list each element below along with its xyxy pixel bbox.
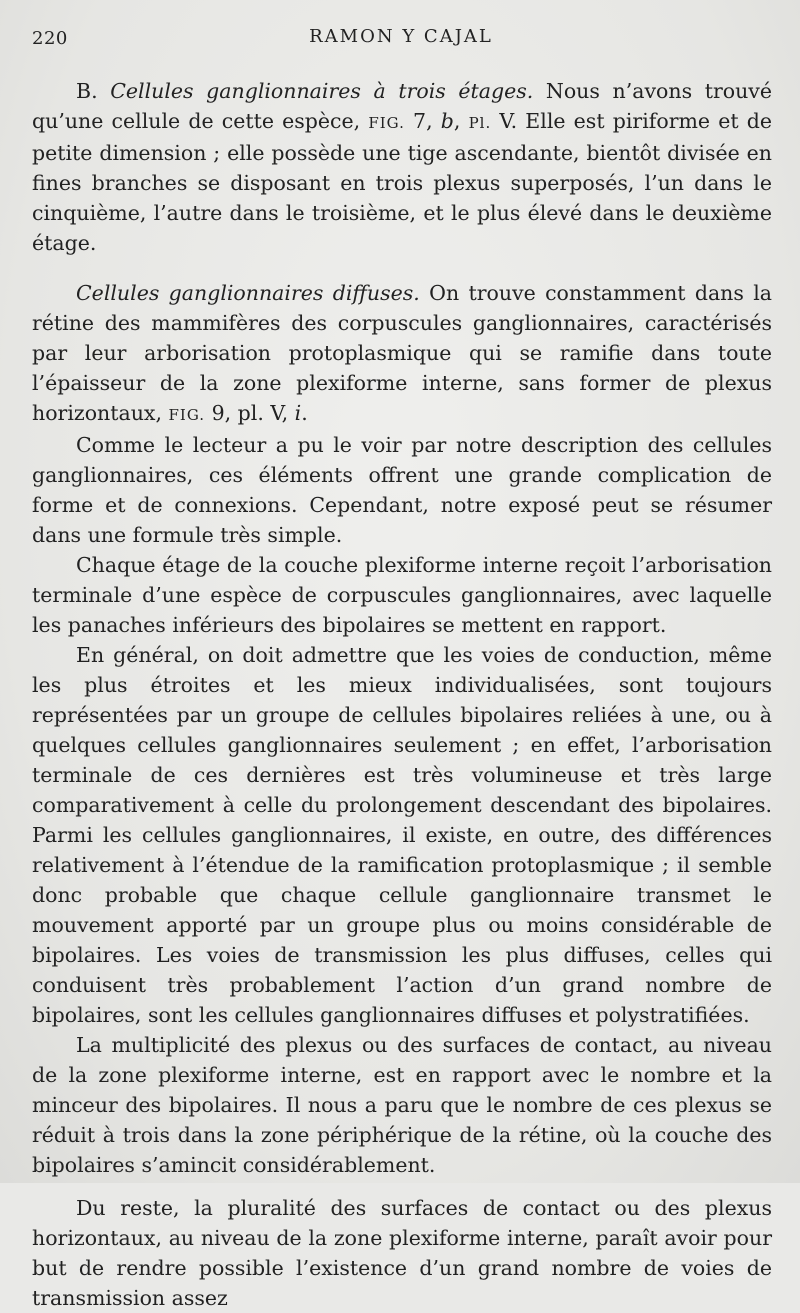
paragraph-conduction-paths: En général, on doit admettre que les voies de conduction, même les plus étroites et les mieux individualisées, sont toujours représentées par un groupe de cellules bipolaires reliées à une, ou à quelques cellules ganglionnaires seulement ; en effet, l’arborisation terminale de ces dernières est très volumineuse et très large comparativement à celle du prolongement descendant des bipolaires. Parmi les cellules ganglionnaires, il existe, en outre, des différences relativement à l’étendue de la ramification protoplasmique ; il semble donc probable que chaque cellule ganglionnaire transmet le mouvement apporté par un groupe plus ou moins considérable de bipolaires. Les voies de transmission les plus diffuses, celles qui conduisent très probablement l’action d’un grand nombre de bipolaires, sont les cellules ganglionnaires diffuses et polystratifiées. — [32, 643, 772, 1027]
section-label: B. — [76, 79, 98, 103]
paragraph-plexus-multiplicity: La multiplicité des plexus ou des surfaces de contact, au niveau de la zone plexiforme interne, est en rapport avec le nombre et la minceur des bipolaires. Il nous a paru que le nombre de ces plexus se réduit à trois dans la zone périphérique de la rétine, où la couche des bipolaires s’amincit considérablement. — [32, 1033, 772, 1177]
section-title: Cellules ganglionnaires diffuses. — [76, 281, 420, 305]
running-head: RAMON Y CAJAL — [309, 26, 493, 47]
page-header — [32, 24, 770, 52]
figure-reference: FIG. — [368, 114, 405, 132]
body-text — [32, 76, 772, 1313]
paragraph-layer-arborisation: Chaque étage de la couche plexiforme interne reçoit l’arborisation terminale d’une espèce de corpuscules ganglionnaires, avec laquelle les panaches inférieurs des bipolaires se mettent en rapport. — [32, 553, 772, 637]
figure-letter: b — [440, 109, 454, 133]
paragraph-contact-surfaces: Du reste, la pluralité des surfaces de contact ou des plexus horizontaux, au niveau de la zone plexiforme interne, paraît avoir pour but de rendre possible l’existence d’un grand nombre de voies de transmission assez — [32, 1196, 772, 1310]
figure-reference: FIG. — [168, 406, 206, 424]
paragraph-diffuse-cells: Cellules ganglionnaires diffuses. On trouve constamment dans la rétine des mammifères des corpuscules ganglionnaires, caractérisés par leur arborisation protoplasmique qui se ramifie dans toute l’épaisseur de la zone plexiforme interne, sans former de plexus horizontaux, FIG. 9, pl. V, i. — [32, 281, 772, 425]
page-number: 220 — [32, 28, 68, 49]
section-title: Cellules ganglionnaires à trois étages. — [110, 79, 534, 103]
figure-letter: i — [294, 401, 302, 425]
paragraph-summary: Comme le lecteur a pu le voir par notre description des cellules ganglionnaires, ces éléments offrent une grande complication de forme et de connexions. Cependant, notre exposé peut se résumer dans une formule très simple. — [32, 433, 772, 547]
paragraph-three-layer-cells: B. Cellules ganglionnaires à trois étages. Nous n’avons trouvé qu’une cellule de cette espèce, FIG. 7, b, Pl. V. Elle est piriforme et de petite dimension ; elle possède une tige ascendante, bientôt divisée en fines branches se disposant en trois plexus superposés, l’un dans le cinquième, l’autre dans le troisième, et le plus élevé dans le deuxième étage. — [32, 79, 773, 255]
plate-reference: Pl. — [468, 114, 492, 132]
